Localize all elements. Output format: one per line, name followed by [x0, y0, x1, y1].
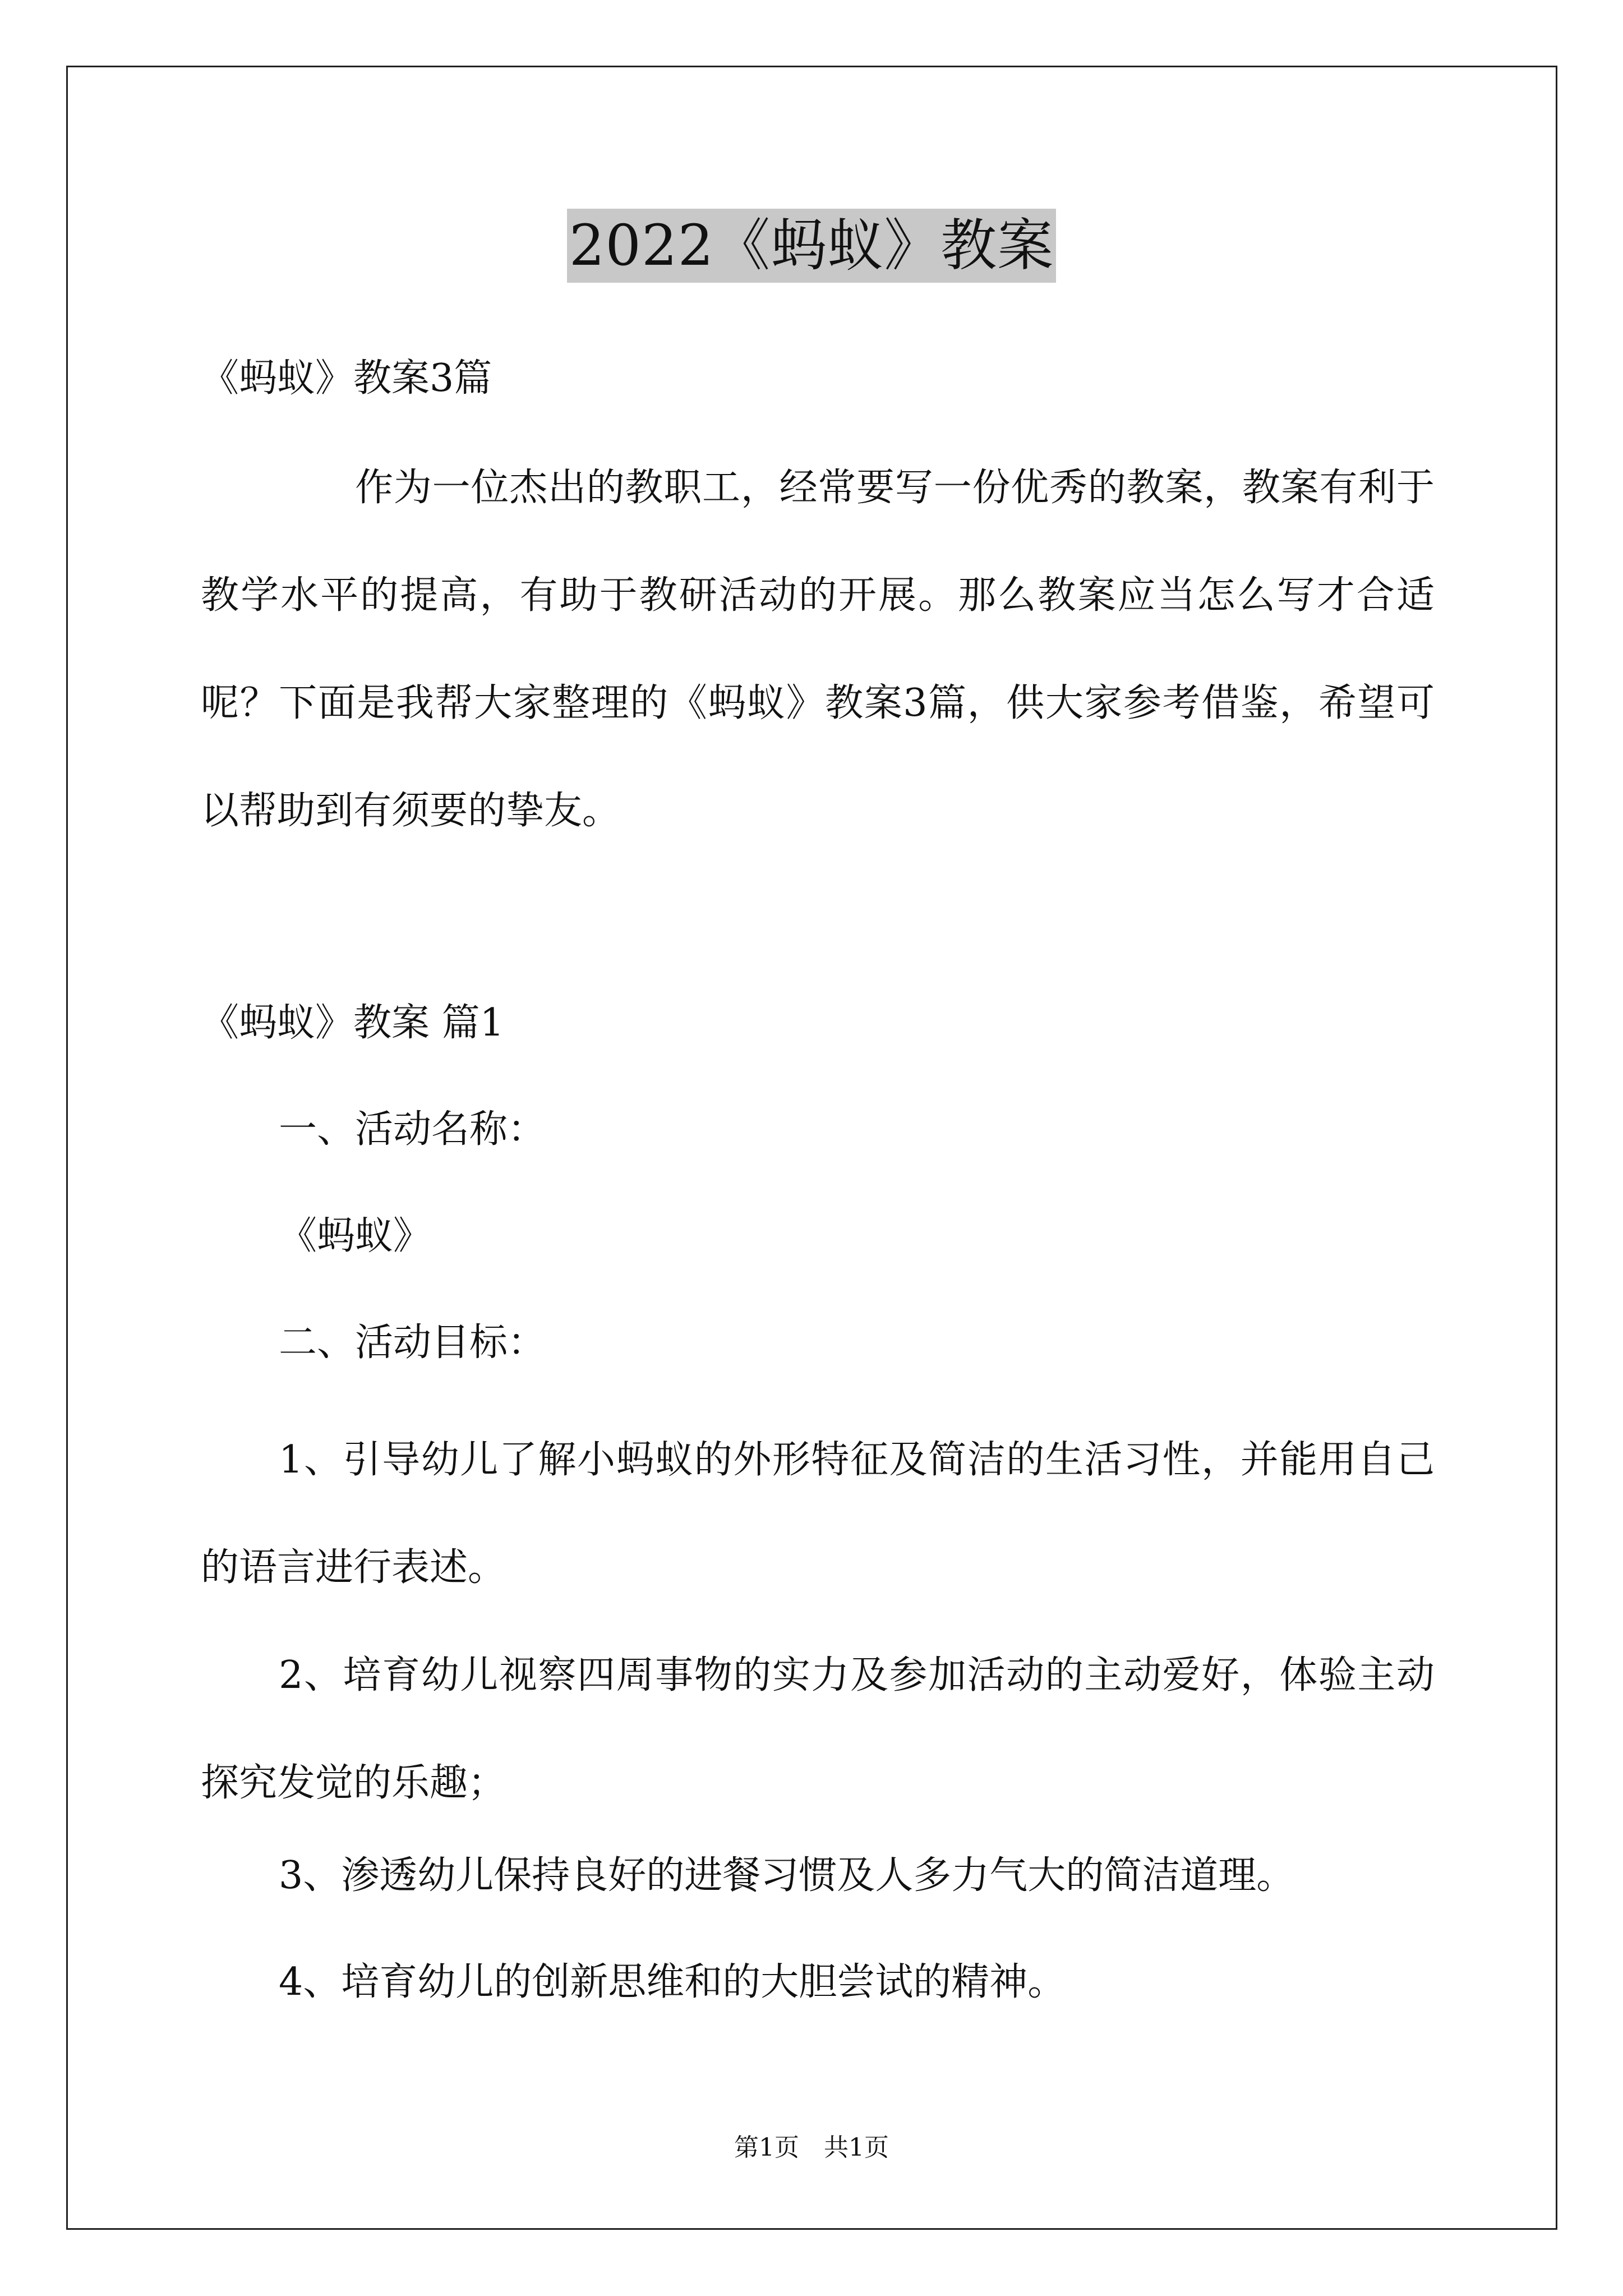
document-title: 2022《蚂蚁》教案 [567, 209, 1057, 283]
title-block [0, 209, 1623, 283]
goal-item-4: 4、培育幼儿的创新思维和的大胆尝试的精神。 [279, 1960, 1066, 2004]
goal-item-1: 1、引导幼儿了解小蚂蚁的外形特征及简洁的生活习性，并能用自己的语言进行表述。 [201, 1438, 1435, 1590]
activity-name-heading: 一、活动名称： [279, 1107, 546, 1152]
section-heading: 《蚂蚁》教案 篇1 [201, 1001, 504, 1045]
activity-name-value: 《蚂蚁》 [279, 1214, 432, 1258]
intro-paragraph: 作为一位杰出的教职工，经常要写一份优秀的教案，教案有利于教学水平的提高，有助于教研活动的开展。那么教案应当怎么写才合适呢？下面是我帮大家整理的《蚂蚁》教案3篇，供大家参考借鉴，希望可以帮助到有须要的挚友。 [201, 466, 1435, 833]
page-footer: 第1页 共1页 [734, 2133, 889, 2162]
goal-item-3: 3、渗透幼儿保持良好的进餐习惯及人多力气大的简洁道理。 [279, 1853, 1295, 1898]
activity-goals-heading: 二、活动目标： [279, 1320, 546, 1365]
goal-item-2: 2、培育幼儿视察四周事物的实力及参加活动的主动爱好，体验主动探究发觉的乐趣； [201, 1653, 1435, 1805]
document-subtitle: 《蚂蚁》教案3篇 [201, 356, 492, 401]
